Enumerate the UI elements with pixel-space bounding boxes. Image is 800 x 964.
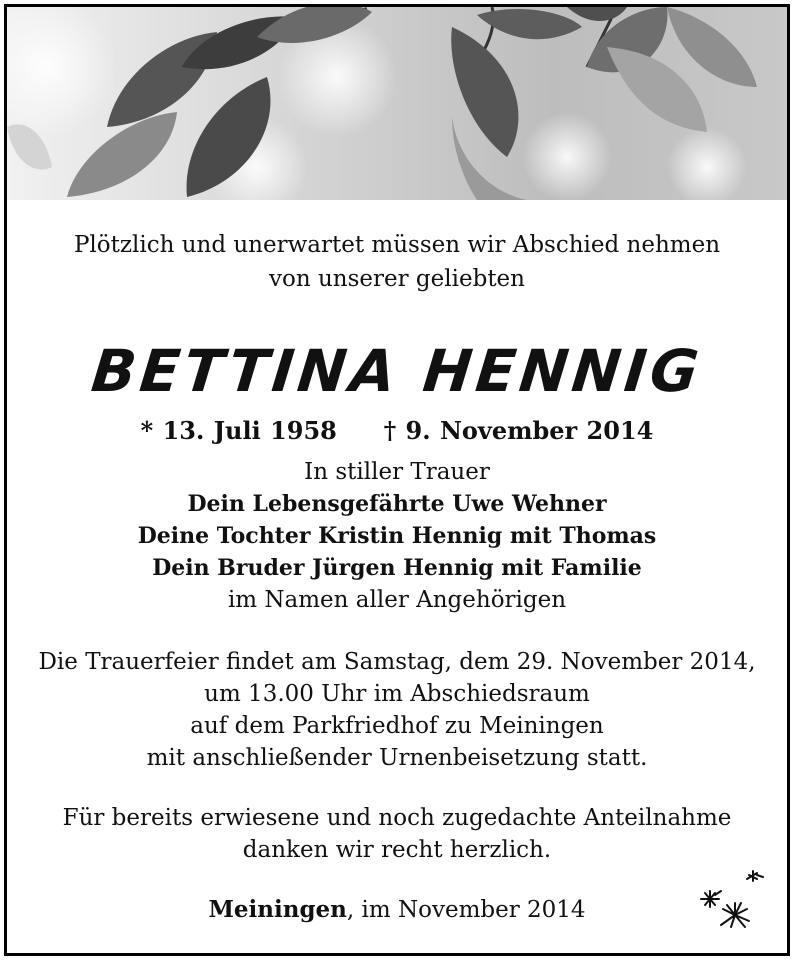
mourners-block <box>7 456 787 616</box>
mourner-name: Deine Tochter Kristin Hennig mit Thomas <box>137 523 657 549</box>
birth-date: 13. Juli 1958 <box>162 416 337 445</box>
life-dates <box>7 414 787 448</box>
death-date: 9. November 2014 <box>405 416 654 445</box>
intro-line: von unserer geliebten <box>269 266 525 292</box>
notice-text <box>7 200 787 926</box>
beech-leaves-photo <box>7 7 787 200</box>
mourners-intro: In stiller Trauer <box>304 459 490 485</box>
mourner-name: Dein Bruder Jürgen Hennig mit Familie <box>152 555 642 581</box>
thistle-ornament-icon <box>691 869 771 935</box>
place-city: Meiningen <box>208 896 347 923</box>
mourners-outro: im Namen aller Angehörigen <box>227 587 567 613</box>
intro-line: Plötzlich und unerwartet müssen wir Abschied nehmen <box>73 232 721 258</box>
thanks-line: danken wir recht herzlich. <box>242 837 552 863</box>
thanks-line: Für bereits erwiesene und noch zugedachte Anteilnahme <box>62 805 732 831</box>
place-suffix: , im November 2014 <box>346 897 586 923</box>
service-info <box>7 646 787 774</box>
obituary-notice <box>4 4 790 956</box>
service-line: auf dem Parkfriedhof zu Meiningen <box>190 713 604 739</box>
intro-text <box>7 228 787 296</box>
died-symbol: † <box>383 416 397 445</box>
mourner-name: Dein Lebensgefährte Uwe Wehner <box>187 491 607 517</box>
deceased-name: BETTINA HENNIG <box>88 337 706 405</box>
service-line: mit anschließender Urnenbeisetzung statt. <box>146 745 648 771</box>
service-line: Die Trauerfeier findet am Samstag, dem 29. November 2014, <box>38 649 756 675</box>
thanks-text <box>7 802 787 866</box>
place-date <box>7 894 787 926</box>
service-line: um 13.00 Uhr im Abschiedsraum <box>204 681 590 707</box>
born-symbol: * <box>140 416 154 445</box>
